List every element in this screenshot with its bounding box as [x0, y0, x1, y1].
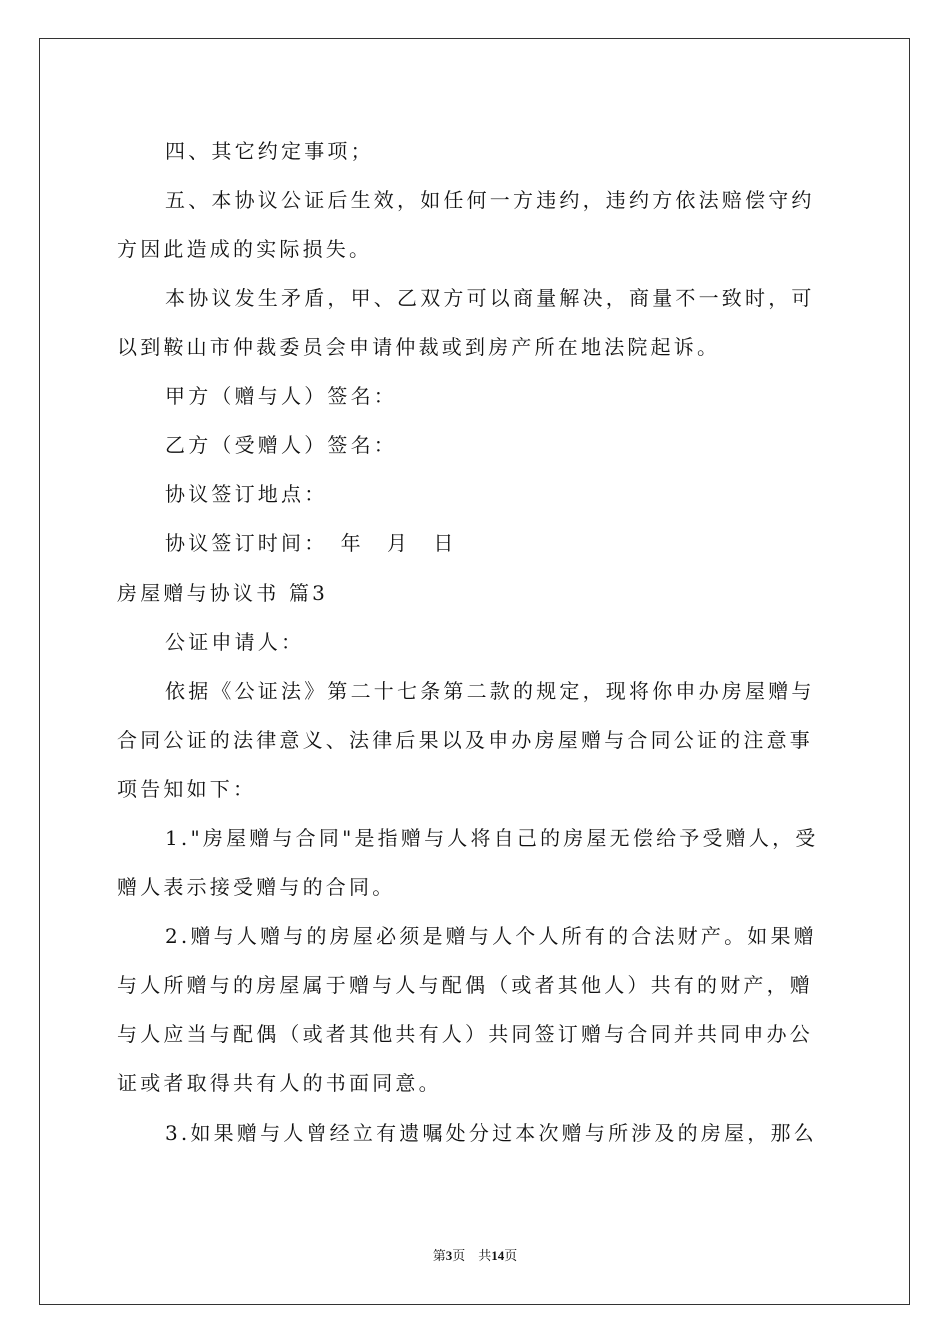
section-heading: 房屋赠与协议书 篇3 [117, 581, 329, 605]
page-frame [39, 38, 910, 1305]
paragraph-item-4: 四、其它约定事项； [165, 139, 374, 163]
paragraph-dispute-cont: 以到鞍山市仲裁委员会申请仲裁或到房产所在地法院起诉。 [117, 335, 721, 359]
paragraph-notary-law: 依据《公证法》第二十七条第二款的规定，现将你申办房屋赠与 [165, 679, 815, 703]
paragraph-dispute: 本协议发生矛盾，甲、乙双方可以商量解决，商量不一致时，可 [165, 286, 815, 310]
footer-total-suffix: 页 [504, 1248, 518, 1263]
paragraph-notary-law-cont-2: 项告知如下： [117, 777, 257, 801]
clause-1: 1."房屋赠与合同"是指赠与人将自己的房屋无偿给予受赠人，受 [165, 826, 819, 850]
notary-applicant: 公证申请人： [165, 630, 305, 654]
signature-party-b: 乙方（受赠人）签名： [165, 433, 397, 457]
paragraph-item-5: 五、本协议公证后生效，如任何一方违约，违约方依法赔偿守约 [165, 188, 815, 212]
footer-page-number: 3 [445, 1248, 453, 1263]
signing-date: 协议签订时间： 年 月 日 [165, 531, 457, 555]
signature-party-a: 甲方（赠与人）签名： [165, 384, 397, 408]
clause-2-cont-3: 证或者取得共有人的书面同意。 [117, 1071, 442, 1095]
clause-1-cont: 赠人表示接受赠与的合同。 [117, 875, 396, 899]
signing-place: 协议签订地点： [165, 482, 328, 506]
clause-2: 2.赠与人赠与的房屋必须是赠与人个人所有的合法财产。如果赠 [165, 924, 817, 948]
footer-page-suffix: 页 共 [452, 1248, 492, 1263]
paragraph-item-5-cont: 方因此造成的实际损失。 [117, 237, 373, 261]
paragraph-notary-law-cont-1: 合同公证的法律意义、法律后果以及申办房屋赠与合同公证的注意事 [117, 728, 813, 752]
page-footer [0, 1248, 950, 1264]
footer-total-pages: 14 [491, 1248, 505, 1263]
clause-2-cont-2: 与人应当与配偶（或者其他共有人）共同签订赠与合同并共同申办公 [117, 1022, 813, 1046]
clause-3: 3.如果赠与人曾经立有遗嘱处分过本次赠与所涉及的房屋，那么 [165, 1121, 817, 1145]
footer-prefix: 第 [432, 1248, 446, 1263]
clause-2-cont-1: 与人所赠与的房屋属于赠与人与配偶（或者其他人）共有的财产，赠 [117, 973, 813, 997]
